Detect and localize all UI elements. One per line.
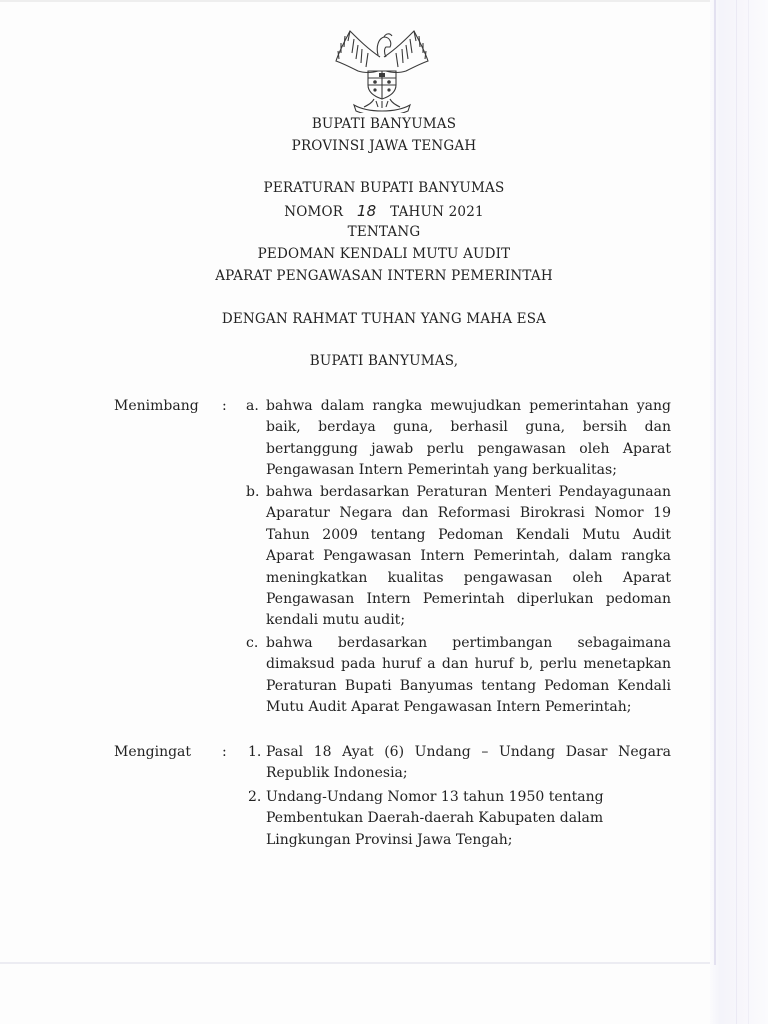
menimbang-item-a: bahwa dalam rangka mewujudkan pemerintahan yang baik, berdaya guna, berhasil guna, bersih dan bertanggung jawab perlu pengawasan oleh Aparat Pengawasan Intern Pemerintah yang berkualitas; (266, 398, 671, 479)
item-marker-b: b. (246, 484, 260, 500)
item-marker-1: 1. (248, 744, 262, 760)
tentang-label: TENTANG (347, 224, 421, 240)
bupati-line: BUPATI BANYUMAS, (309, 353, 459, 369)
mengingat-colon: : (222, 744, 227, 760)
mengingat-item-1: Pasal 18 Ayat (6) Undang – Undang Dasar Negara Republik Indonesia; (266, 744, 671, 782)
item-marker-c: c. (246, 635, 259, 651)
item-marker-2: 2. (248, 789, 262, 805)
header-regent: BUPATI BANYUMAS (311, 116, 457, 132)
menimbang-colon: : (222, 398, 227, 414)
menimbang-item-c: bahwa berdasarkan pertimbangan sebagaimana dimaksud pada huruf a dan huruf b, perlu menetapkan Peraturan Bupati Banyumas tentang Pedoman Kendali Mutu Audit Aparat Pengawasan Intern Pemerintah; (266, 635, 671, 716)
menimbang-label: Menimbang (114, 398, 199, 414)
regulation-title: PERATURAN BUPATI BANYUMAS (263, 180, 505, 196)
nomor-label: NOMOR (284, 204, 344, 220)
item-marker-a: a. (246, 398, 259, 414)
nomor-number: 18 (356, 202, 377, 220)
mengingat-item-2: Undang-Undang Nomor 13 tahun 1950 tentang Pembentukan Daerah-daerah Kabupaten dalam Lingkungan Provinsi Jawa Tengah; (266, 789, 604, 848)
subject-line-1: PEDOMAN KENDALI MUTU AUDIT (257, 246, 511, 262)
divine-grace-line: DENGAN RAHMAT TUHAN YANG MAHA ESA (221, 311, 547, 327)
year-label: TAHUN 2021 (390, 204, 484, 220)
mengingat-label: Mengingat (114, 744, 192, 760)
subject-line-2: APARAT PENGAWASAN INTERN PEMERINTAH (215, 268, 553, 284)
header-province: PROVINSI JAWA TENGAH (291, 138, 477, 154)
menimbang-item-b: bahwa berdasarkan Peraturan Menteri Pendayagunaan Aparatur Negara dan Reformasi Birokrasi Nomor 19 Tahun 2009 tentang Pedoman Kendali Mutu Audit Aparat Pengawasan Intern Pemerintah, dalam rangka meningkatkan kualitas pengawasan oleh Aparat Pengawasan Intern Pemerintah diperlukan pedoman kendali mutu audit; (266, 484, 671, 629)
